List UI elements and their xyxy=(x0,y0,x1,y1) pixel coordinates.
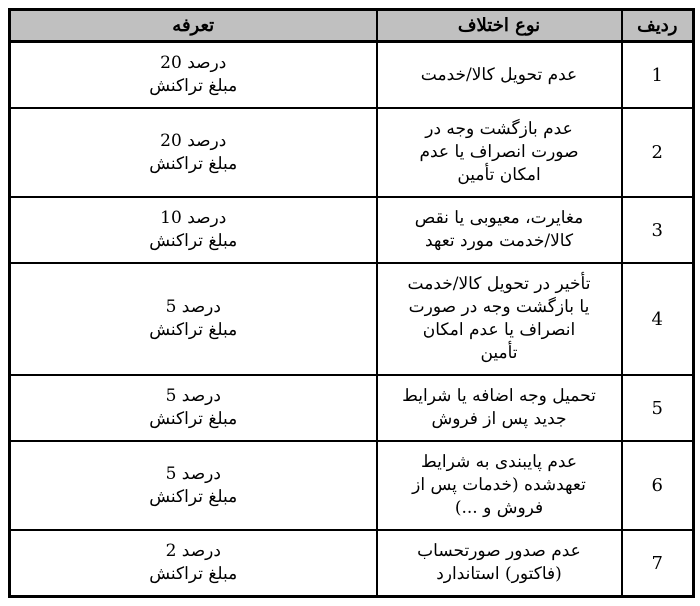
cell-tariff xyxy=(10,108,377,197)
cell-tariff xyxy=(10,197,377,263)
cell-line: (فاکتور) استاندارد xyxy=(436,564,562,584)
cell-line: 20 درصد xyxy=(160,130,227,151)
cell-line: مبلغ تراکنش xyxy=(149,231,238,251)
cell-row-number: 3 xyxy=(622,197,694,263)
cell-line: تأخیر در تحویل کالا/خدمت xyxy=(407,274,591,294)
column-header-dispute-type: نوع اختلاف xyxy=(377,10,622,42)
cell-dispute-type xyxy=(377,108,622,197)
cell-line: 10 درصد xyxy=(160,208,227,228)
cell-row-number: 5 xyxy=(622,375,694,441)
tariff-table xyxy=(8,8,695,598)
cell-line: عدم تحویل کالا/خدمت xyxy=(420,64,578,85)
cell-line: عدم صدور صورتحساب xyxy=(417,541,581,561)
table-row xyxy=(10,441,694,530)
cell-line: عدم پایبندی به شرایط xyxy=(421,452,577,472)
cell-line: فروش و ...) xyxy=(454,498,544,518)
cell-line: 5 درصد xyxy=(165,297,221,317)
cell-row-number: 1 xyxy=(622,42,694,109)
cell-line: 5 درصد xyxy=(165,386,221,406)
column-header-tariff: تعرفه xyxy=(10,10,377,42)
cell-line: انصراف یا عدم امکان xyxy=(422,320,576,340)
table-header xyxy=(10,10,694,42)
cell-row-number: 4 xyxy=(622,263,694,375)
cell-line: تحمیل وجه اضافه یا شرایط xyxy=(402,386,596,406)
cell-row-number: 2 xyxy=(622,108,694,197)
cell-tariff xyxy=(10,42,377,109)
cell-line: یا بازگشت وجه در صورت xyxy=(408,297,590,317)
cell-dispute-type xyxy=(377,263,622,375)
table-body xyxy=(10,42,694,597)
header-row xyxy=(10,10,694,42)
cell-line: جدید پس از فروش xyxy=(431,409,567,429)
cell-line: مبلغ تراکنش xyxy=(149,153,238,174)
cell-line: مغایرت، معیوبی یا نقص xyxy=(414,208,584,228)
cell-line: 20 درصد xyxy=(160,53,227,73)
cell-tariff xyxy=(10,530,377,597)
cell-line: 2 درصد xyxy=(165,541,221,561)
cell-line: صورت انصراف یا عدم xyxy=(419,142,579,162)
cell-dispute-type xyxy=(377,530,622,597)
table-row xyxy=(10,263,694,375)
cell-line: مبلغ تراکنش xyxy=(149,409,238,429)
cell-dispute-type xyxy=(377,42,622,109)
cell-line: امکان تأمین xyxy=(457,165,541,185)
cell-tariff xyxy=(10,441,377,530)
cell-line: کالا/خدمت مورد تعهد xyxy=(424,231,574,251)
cell-dispute-type xyxy=(377,375,622,441)
table-row xyxy=(10,108,694,197)
table-row xyxy=(10,530,694,597)
cell-dispute-type xyxy=(377,441,622,530)
cell-line: مبلغ تراکنش xyxy=(149,76,238,96)
cell-line: تعهدشده (خدمات پس از xyxy=(412,475,586,495)
cell-dispute-type xyxy=(377,197,622,263)
table-row xyxy=(10,375,694,441)
cell-tariff xyxy=(10,263,377,375)
cell-row-number: 6 xyxy=(622,441,694,530)
cell-line: 5 درصد xyxy=(165,463,221,484)
cell-line: مبلغ تراکنش xyxy=(149,564,238,584)
cell-line: عدم بازگشت وجه در xyxy=(425,119,573,139)
cell-tariff xyxy=(10,375,377,441)
cell-line: تأمین xyxy=(480,343,518,363)
table-row xyxy=(10,197,694,263)
column-header-row-number: ردیف xyxy=(622,10,694,42)
cell-line: مبلغ تراکنش xyxy=(149,320,238,340)
cell-row-number: 7 xyxy=(622,530,694,597)
cell-line: مبلغ تراکنش xyxy=(149,486,238,507)
table-row xyxy=(10,42,694,109)
